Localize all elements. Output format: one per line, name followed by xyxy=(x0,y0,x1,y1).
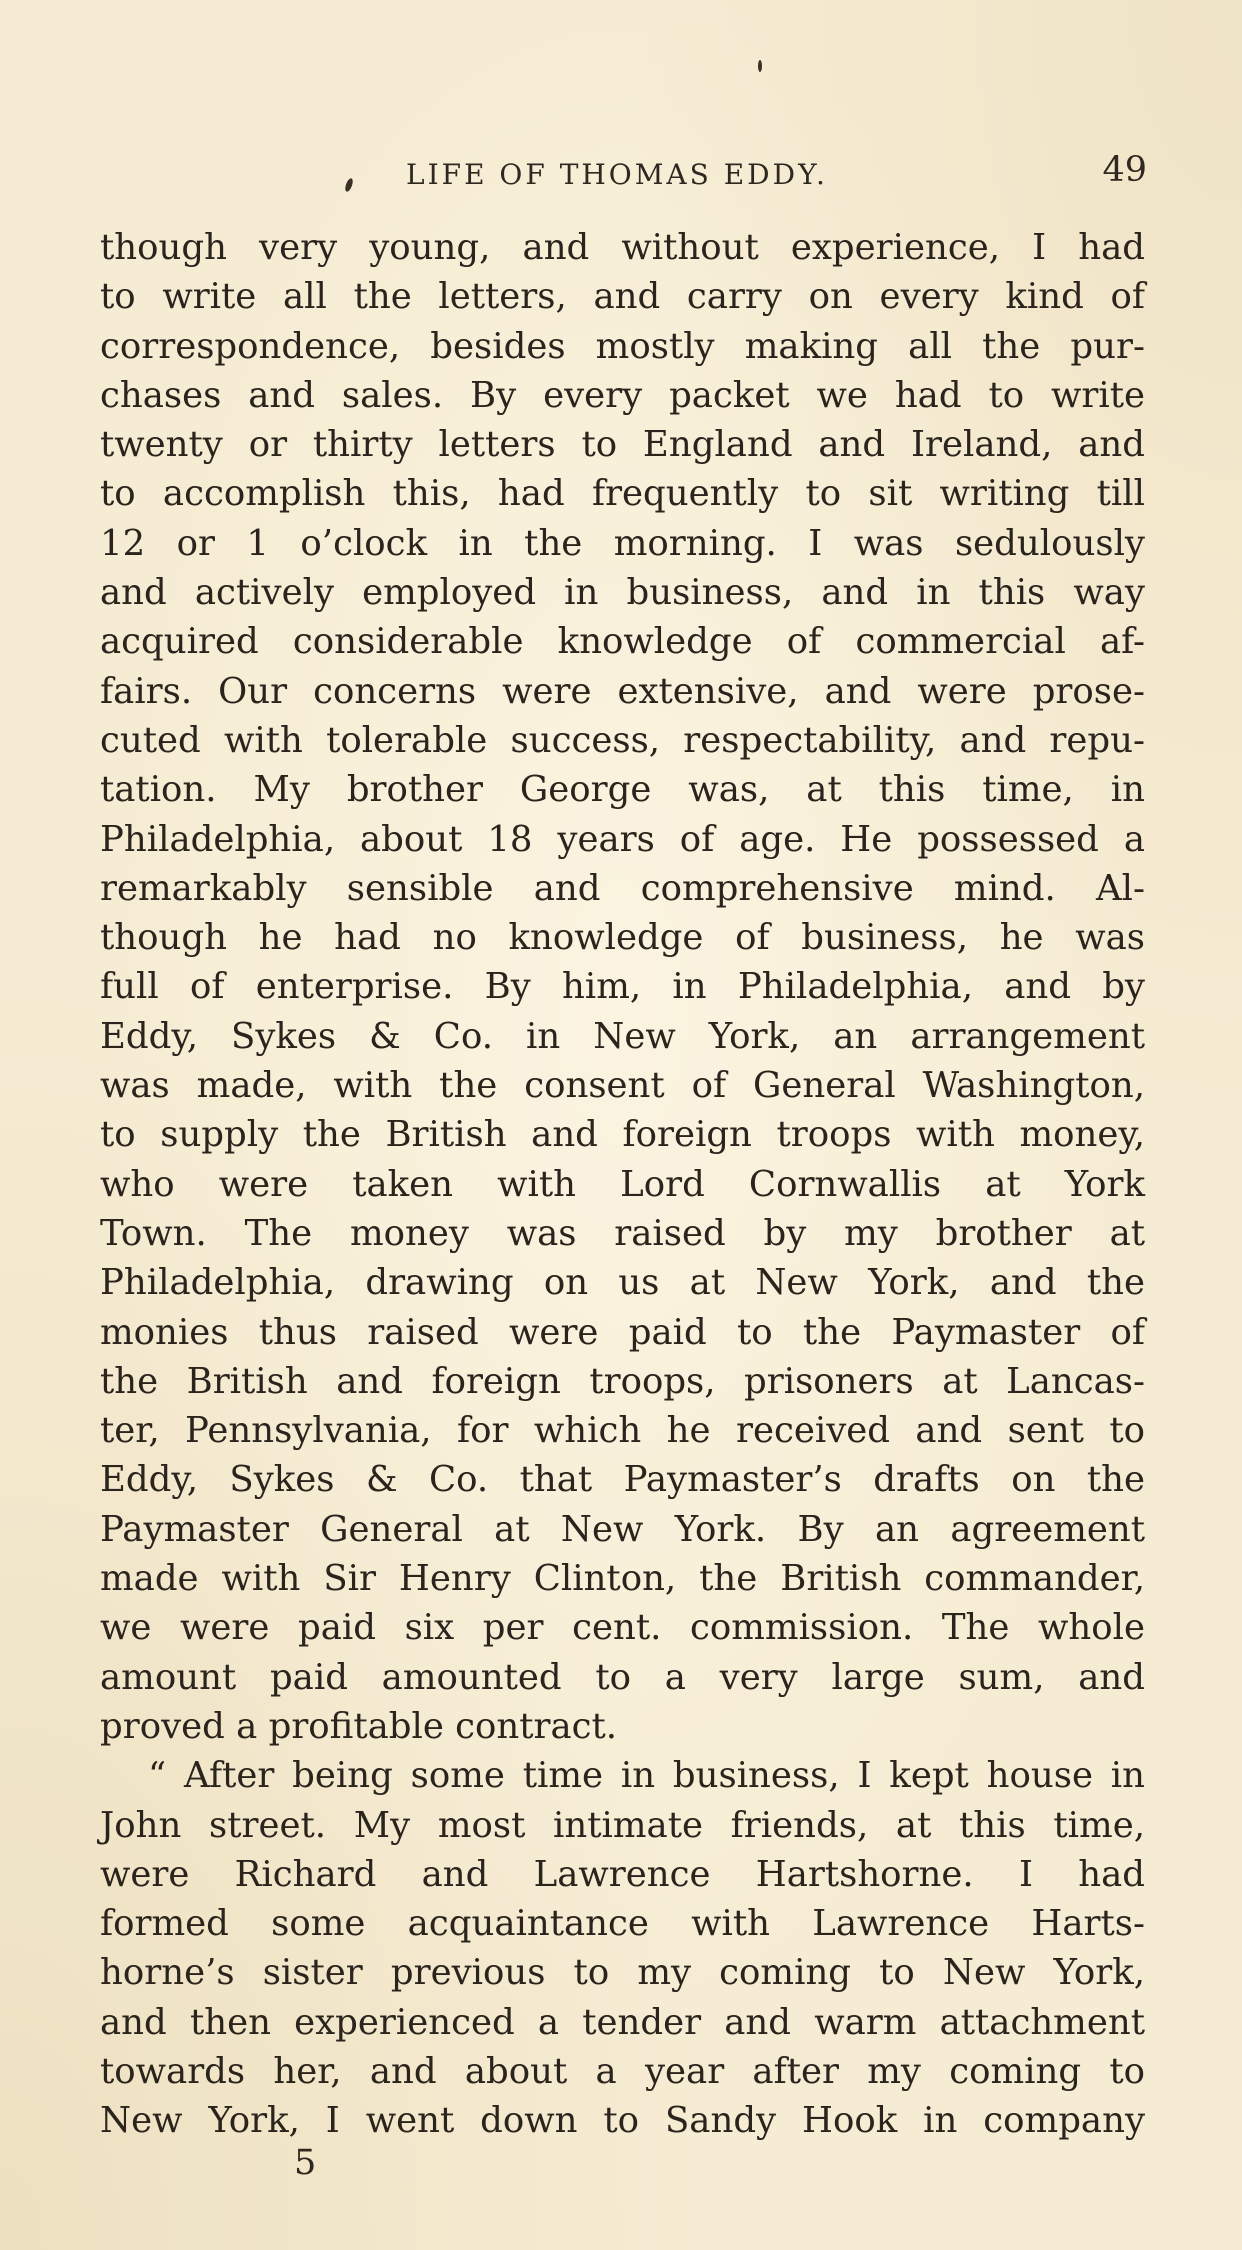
text-line: who were taken with Lord Cornwallis at York xyxy=(100,1163,1145,1205)
text-line: Town. The money was raised by my brother at xyxy=(100,1212,1145,1254)
text-line: correspondence, besides mostly making all the pur- xyxy=(100,325,1145,367)
paragraph-end-line: proved a profitable contract. xyxy=(100,1705,618,1747)
text-line: cuted with tolerable success, respectability, and repu- xyxy=(100,719,1145,761)
body-text xyxy=(100,223,1145,2146)
text-line: Philadelphia, drawing on us at New York, and the xyxy=(100,1262,1145,1304)
text-line: Eddy, Sykes & Co. in New York, an arrangement xyxy=(100,1015,1145,1057)
text-line: Paymaster General at New York. By an agreement xyxy=(100,1508,1145,1550)
text-line: to write all the letters, and carry on every kind of xyxy=(100,276,1145,318)
text-line: Eddy, Sykes & Co. that Paymaster’s drafts on the xyxy=(100,1459,1145,1501)
paragraph-start-line: “ After being some time in business, I kept house in xyxy=(148,1755,1145,1797)
text-line: to supply the British and foreign troops with money, xyxy=(100,1114,1145,1156)
text-line: chases and sales. By every packet we had to write xyxy=(100,374,1145,416)
text-line: towards her, and about a year after my coming to xyxy=(100,2050,1145,2092)
ink-speck xyxy=(758,60,762,72)
running-title: LIFE OF THOMAS EDDY. xyxy=(406,158,828,191)
text-line: the British and foreign troops, prisoners at Lancas- xyxy=(100,1360,1145,1402)
text-line: full of enterprise. By him, in Philadelphia, and by xyxy=(100,966,1145,1008)
page-number: 49 xyxy=(1102,150,1147,190)
text-line: Philadelphia, about 18 years of age. He possessed a xyxy=(100,818,1145,860)
text-line: ter, Pennsylvania, for which he received and sent to xyxy=(100,1410,1145,1452)
text-line: John street. My most intimate friends, at this time, xyxy=(100,1804,1145,1846)
text-line: though he had no knowledge of business, he was xyxy=(100,917,1145,959)
text-line: to accomplish this, had frequently to sit writing till xyxy=(100,473,1145,515)
text-line: amount paid amounted to a very large sum, and xyxy=(100,1656,1145,1698)
text-line: horne’s sister previous to my coming to New York, xyxy=(100,1952,1145,1994)
text-line: monies thus raised were paid to the Paymaster of xyxy=(100,1311,1145,1353)
text-line: twenty or thirty letters to England and Ireland, and xyxy=(100,424,1145,466)
text-line: though very young, and without experience, I had xyxy=(100,227,1145,268)
text-line: remarkably sensible and comprehensive mind. Al- xyxy=(100,867,1145,909)
signature-mark: 5 xyxy=(294,2143,317,2183)
text-line: fairs. Our concerns were extensive, and were prose- xyxy=(100,670,1145,712)
text-line: acquired considerable knowledge of commercial af- xyxy=(100,621,1145,663)
text-line: 12 or 1 o’clock in the morning. I was sedulously xyxy=(100,522,1145,564)
page-header xyxy=(100,150,1145,200)
text-line: and then experienced a tender and warm attachment xyxy=(100,2001,1145,2043)
text-line: made with Sir Henry Clinton, the British commander, xyxy=(100,1558,1145,1600)
text-line: tation. My brother George was, at this time, in xyxy=(100,769,1145,811)
text-line: formed some acquaintance with Lawrence Harts- xyxy=(100,1903,1145,1945)
text-line: were Richard and Lawrence Hartshorne. I had xyxy=(100,1853,1145,1895)
text-line: we were paid six per cent. commission. The whole xyxy=(100,1607,1145,1649)
text-line: New York, I went down to Sandy Hook in company xyxy=(100,2100,1145,2142)
text-line: and actively employed in business, and in this way xyxy=(100,572,1145,614)
text-line: was made, with the consent of General Washington, xyxy=(100,1065,1145,1107)
